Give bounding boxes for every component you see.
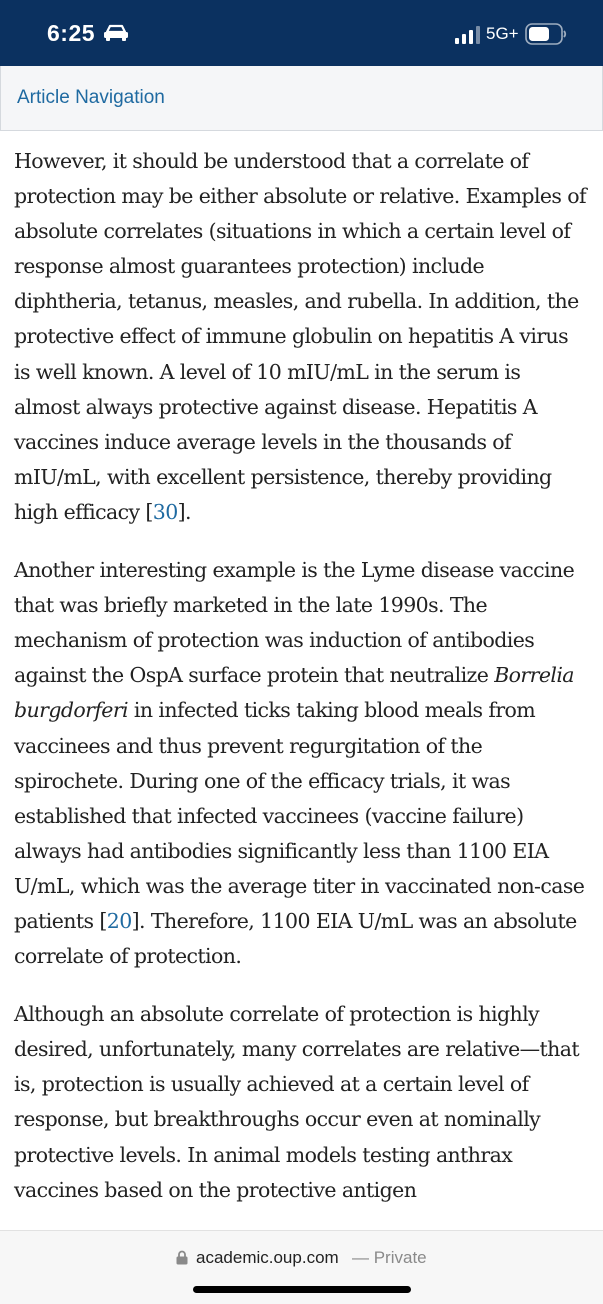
paragraph-2-text-c: Therefore, 1100 EIA U/mL was an absolute correlate of protection.: [14, 908, 577, 969]
article-navigation-link[interactable]: Article Navigation: [17, 87, 165, 108]
paragraph-3: [14, 997, 589, 1208]
article-navigation-bar[interactable]: [0, 66, 603, 131]
citation-link-20[interactable]: 20: [106, 908, 132, 933]
lock-icon: [176, 1250, 188, 1265]
private-label: — Private: [352, 1248, 427, 1267]
citation-open-bracket: [: [145, 499, 153, 524]
car-icon: [103, 24, 129, 42]
paragraph-3-text: Although an absolute correlate of protection is highly desired, unfortunately, many correlates are relative—that is, protection is usually achieved at a certain level of response, but breakthroughs occur even at nominally protective levels. In animal models testing anthrax vaccines based on the protective antigen: [14, 1002, 580, 1202]
battery-icon: [525, 23, 567, 45]
status-time: 6:25: [47, 20, 96, 46]
home-indicator[interactable]: [193, 1286, 411, 1293]
citation-link-30[interactable]: 30: [152, 499, 178, 524]
paragraph-1-text: However, it should be understood that a correlate of protection may be either absolute or relative. Examples of absolute correlates (situations in which a certain level of response almost guarantees protection) include diphtheria, tetanus, measles, and rubella. In addition, the protective effect of immune globulin on hepatitis A virus is well known. A level of 10 mIU/mL in the serum is almost always protective against disease. Hepatitis A vaccines induce average levels in the thousands of mIU/mL, with excellent persistence, thereby providing high efficacy: [14, 149, 587, 524]
browser-address-bar[interactable]: [0, 1230, 603, 1304]
url-text[interactable]: academic.oup.com: [196, 1248, 339, 1267]
signal-icon: [455, 26, 481, 44]
paragraph-2-text-a: Another interesting example is the Lyme disease vaccine that was briefly marketed in the late 1990s. The mechanism of protection was induction of antibodies against the OspA surface protein that neutralize: [14, 558, 575, 688]
citation-open-bracket: [: [99, 908, 107, 933]
paragraph-2: [14, 553, 589, 974]
species-name: Borrelia burgdorferi: [14, 663, 574, 723]
status-bar: [0, 0, 603, 66]
paragraph-2-text-b: in infected ticks taking blood meals from vaccinees and thus prevent regurgitation of the spirochete. During one of the efficacy trials, it was established that infected vaccinees (vaccine failure) always had antibodies significantly less than 1100 EIA U/mL, which was the average titer in vaccinated non-case patients: [14, 698, 585, 933]
network-label: 5G+: [486, 24, 519, 43]
paragraph-1: [14, 144, 589, 530]
citation-close-bracket: ].: [177, 499, 191, 524]
article-body: [0, 131, 603, 1230]
citation-close-bracket: ].: [131, 908, 145, 933]
